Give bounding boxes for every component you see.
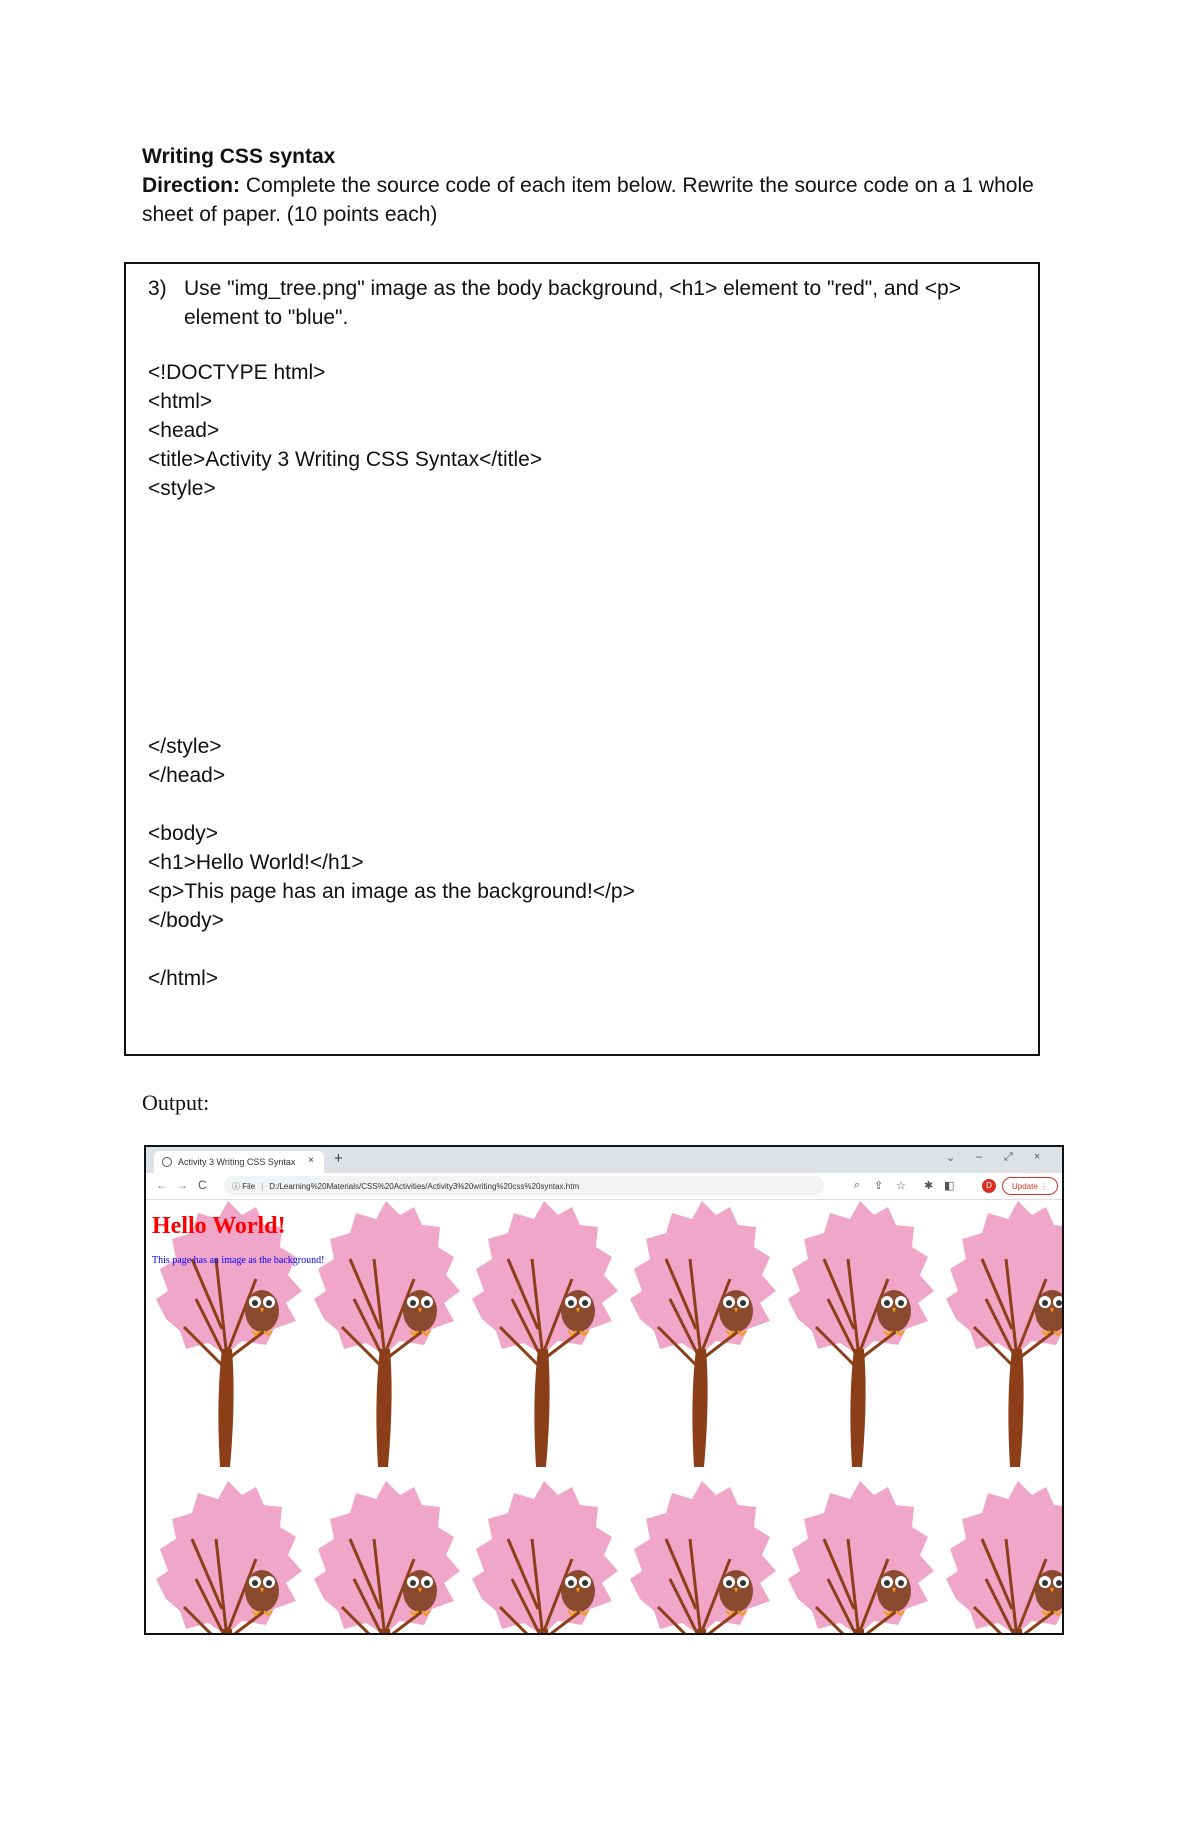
tab-search-icon[interactable]: ⌄ <box>946 1152 956 1164</box>
page-heading: Hello World! <box>152 1213 286 1239</box>
tree-owl-tile <box>778 1479 936 1633</box>
code-body-close: </body> <box>148 909 224 932</box>
sidepanel-icon[interactable]: ◧ <box>944 1180 955 1192</box>
new-tab-button[interactable]: + <box>334 1150 343 1167</box>
tree-owl-tile <box>146 1199 304 1479</box>
forward-button[interactable]: → <box>176 1178 188 1192</box>
page-paragraph: This page has an image as the background! <box>152 1255 325 1266</box>
tree-owl-tile <box>304 1479 462 1633</box>
page-viewport <box>146 1199 1062 1633</box>
code-style-open: <style> <box>148 477 216 500</box>
task-instruction: Use "img_tree.png" image as the body background, <h1> element to "red", and <p> element to "blue". <box>184 277 961 329</box>
code-box <box>124 262 1040 1056</box>
browser-screenshot <box>144 1145 1064 1635</box>
task-number: 3) <box>148 277 167 300</box>
output-label: Output: <box>142 1090 210 1115</box>
update-label: Update <box>1011 1182 1038 1191</box>
url-text: D:/Learning%20Materials/CSS%20Activities/Activity3%20writing%20css%20syntax.htm <box>269 1181 580 1191</box>
tree-owl-tile <box>620 1199 778 1479</box>
star-icon[interactable]: ☆ <box>896 1180 906 1192</box>
tab-strip <box>146 1147 1062 1173</box>
tree-owl-tile <box>936 1479 1062 1633</box>
code-doctype: <!DOCTYPE html> <box>148 361 326 384</box>
direction-label: Direction: <box>142 174 241 197</box>
code-p: <p>This page has an image as the background!</p> <box>148 880 635 903</box>
maximize-button[interactable]: ⤢ <box>1004 1151 1013 1163</box>
info-icon[interactable]: ⓘ <box>232 1181 240 1191</box>
tree-owl-tile <box>936 1199 1062 1479</box>
worksheet-title: Writing CSS syntax <box>142 145 336 168</box>
profile-avatar[interactable]: D <box>982 1179 996 1193</box>
tree-owl-tile <box>304 1199 462 1479</box>
code-html-open: <html> <box>148 390 213 413</box>
address-bar-row <box>146 1173 1062 1200</box>
direction-paragraph <box>142 171 1072 229</box>
direction-text: Complete the source code of each item below. Rewrite the source code on a 1 whole sheet of paper. (10 points each) <box>142 174 1034 226</box>
code-title: <title>Activity 3 Writing CSS Syntax</title> <box>148 448 543 471</box>
extensions-icon[interactable]: ✱ <box>924 1180 934 1192</box>
globe-icon <box>162 1157 172 1167</box>
tree-owl-tile <box>462 1199 620 1479</box>
close-window-button[interactable]: × <box>1034 1151 1041 1163</box>
code-head-open: <head> <box>148 419 220 442</box>
tree-owl-tile <box>778 1199 936 1479</box>
instructions <box>142 142 1072 229</box>
code-html-close: </html> <box>148 967 219 990</box>
reload-button[interactable]: C <box>198 1178 207 1192</box>
tree-owl-tile <box>146 1479 304 1633</box>
share-icon[interactable]: ⇪ <box>874 1180 884 1192</box>
tab-close-icon[interactable]: × <box>308 1155 314 1166</box>
code-h1: <h1>Hello World!</h1> <box>148 851 364 874</box>
tree-owl-tile <box>462 1479 620 1633</box>
omnibox[interactable]: ⓘ File | D:/Learning%20Materials/CSS%20Activities/Activity3%20writing%20css%20syntax.htm <box>224 1176 824 1196</box>
minimize-button[interactable]: – <box>976 1151 983 1163</box>
code-style-close: </style> <box>148 735 222 758</box>
zoom-icon[interactable]: ⌕ <box>854 1179 861 1191</box>
task-item <box>148 274 1008 332</box>
file-label: File <box>242 1181 256 1191</box>
tab-title: Activity 3 Writing CSS Syntax <box>178 1157 296 1167</box>
tree-owl-tile <box>620 1479 778 1633</box>
back-button[interactable]: ← <box>156 1178 168 1192</box>
browser-tab[interactable] <box>154 1151 324 1173</box>
code-head-close: </head> <box>148 764 226 787</box>
code-body-open: <body> <box>148 822 219 845</box>
update-button[interactable]: Update ⋮ <box>1002 1177 1058 1195</box>
